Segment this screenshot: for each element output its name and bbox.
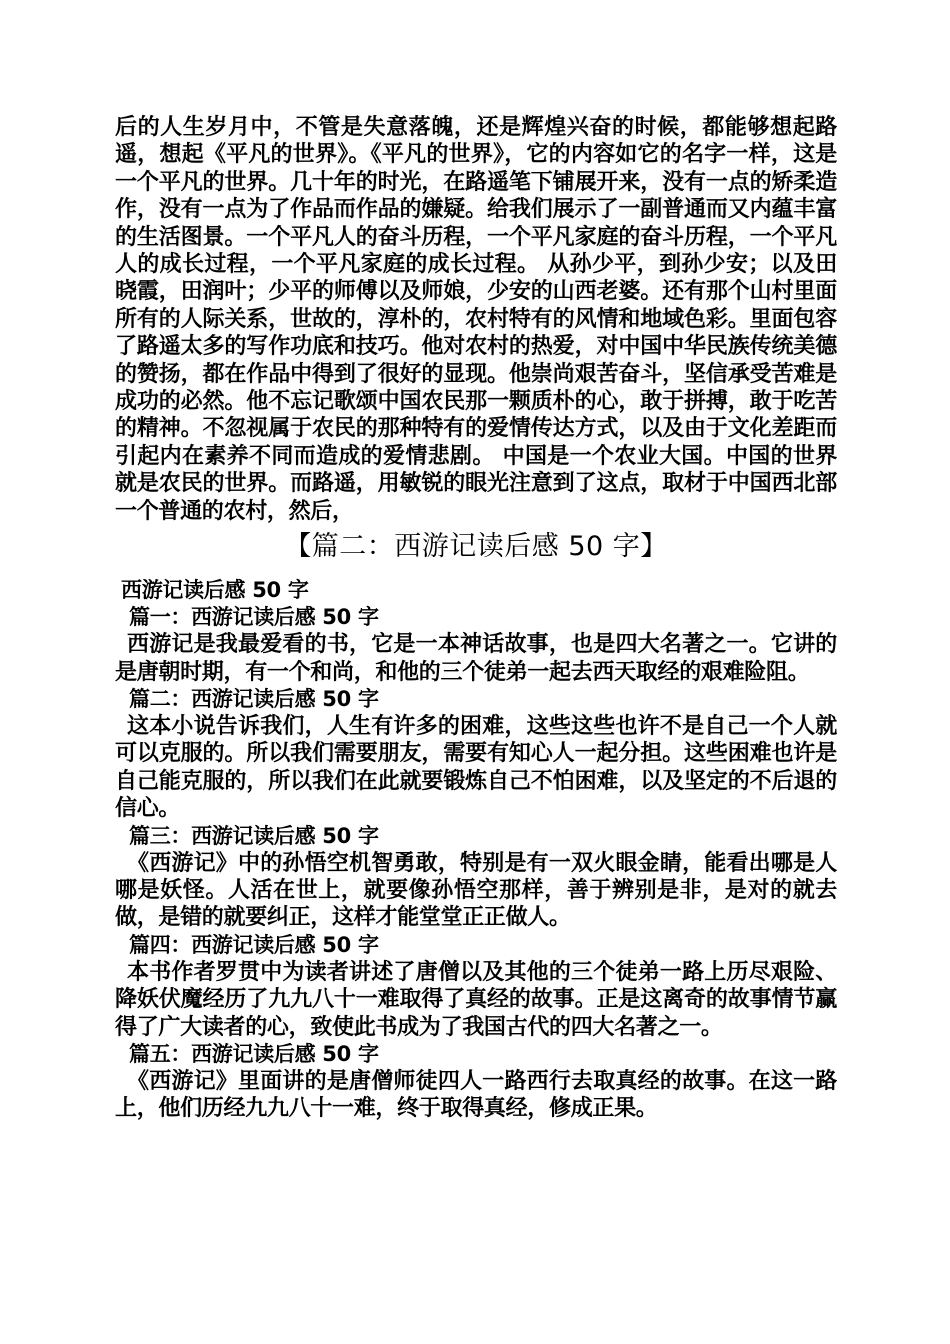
section-title: 【篇二：西游记读后感 50 字】 [284,531,668,563]
intro-paragraph: 后的人生岁月中，不管是失意落魄，还是辉煌兴奋的时候，都能够想起路遥，想起《平凡的世界》。《平凡的世界》，它的内容如它的名字一样，这是一个平凡的世界。几十年的时光，在路遥笔下铺展开来，没有一点的矫柔造作，没有一点为了作品而作品的嫌疑。给我们展示了一副普通而又内蕴丰富的生活图景。一个平凡人的奋斗历程，一个平凡家庭的奋斗历程，一个平凡人的成长过程，一个平凡家庭的成长过程。 从孙少平，到孙少安；以及田晓霞，田润叶；少平的师傅以及师娘，少安的山西老婆。还有那个山村里面所有的人际关系，世故的，淳朴的，农村特有的风情和地域色彩。里面包容了路遥太多的写作功底和技巧。他对农村的热爱，对中国中华民族传统美德的赞扬，都在作品中得到了很好的显现。他崇尚艰苦奋斗，坚信承受苦难是成功的必然。他不忘记歌颂中国农民那一颗质朴的心，敢于拼搏，敢于吃苦的精神。不忽视属于农民的那种特有的爱情传达方式，以及由于文化差距而引起内在素养不同而造成的爱情悲剧。 中国是一个农业大国。中国的世界就是农民的世界。而路遥，用敏锐的眼光注意到了这点，取材于中国西北部一个普通的农村，然后， [115,115,837,524]
article-body: 本书作者罗贯中为读者讲述了唐僧以及其他的三个徒弟一路上历尽艰险、降妖伏魔经历了九九八十一难取得了真经的故事。正是这离奇的故事情节赢得了广大读者的心，致使此书成为了我国古代的四大名著之一。 [115,959,837,1040]
article-body: 《西游记》里面讲的是唐僧师徒四人一路西行去取真经的故事。在这一路上，他们历经九九八十一难，终于取得真经，修成正果。 [115,1068,837,1122]
article-heading: 篇四：西游记读后感 50 字 [129,932,379,957]
article-body: 这本小说告诉我们，人生有许多的困难，这些这些也许不是自己一个人就可以克服的。所以我们需要朋友，需要有知心人一起分担。这些困难也许是自己能克服的，所以我们在此就要锻炼自己不怕困难，以及坚定的不后退的信心。 [115,713,837,822]
article-heading: 篇三：西游记读后感 50 字 [129,823,379,848]
article-heading: 篇一：西游记读后感 50 字 [129,605,379,630]
article-heading: 篇五：西游记读后感 50 字 [129,1041,379,1066]
article-body: 西游记是我最爱看的书，它是一本神话故事，也是四大名著之一。它讲的是唐朝时期，有一个和尚，和他的三个徒弟一起去西天取经的艰难险阻。 [115,632,837,685]
document-page [115,114,837,1123]
document-title: 西游记读后感 50 字 [121,578,309,603]
article-heading: 篇二：西游记读后感 50 字 [129,686,379,711]
article-body: 《西游记》中的孙悟空机智勇敢，特别是有一双火眼金睛，能看出哪是人哪是妖怪。人活在世上，就要像孙悟空那样，善于辨别是非，是对的就去做，是错的就要纠正，这样才能堂堂正正做人。 [115,850,837,931]
